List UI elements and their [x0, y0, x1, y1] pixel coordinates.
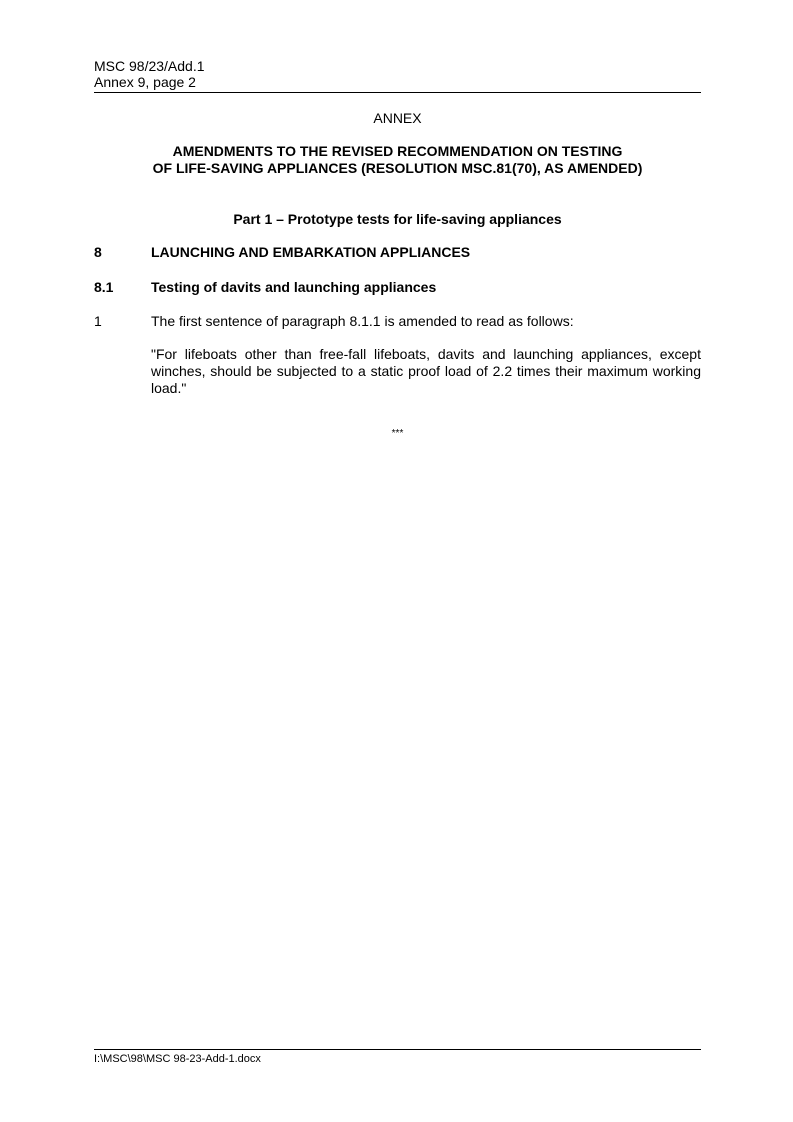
footer-divider	[94, 1049, 701, 1050]
section-title: Testing of davits and launching appliances	[151, 279, 437, 295]
document-title	[94, 143, 701, 177]
header-divider	[94, 92, 701, 93]
document-symbol: MSC 98/23/Add.1	[94, 58, 205, 74]
page-header	[94, 58, 700, 90]
footer-file-path: I:\MSC\98\MSC 98-23-Add-1.docx	[94, 1053, 261, 1065]
part-heading: Part 1 – Prototype tests for life-saving appliances	[233, 211, 562, 227]
title-line-1: AMENDMENTS TO THE REVISED RECOMMENDATION ON TESTING	[172, 143, 623, 159]
amendment-quote: "For lifeboats other than free-fall lifeboats, davits and launching appliances, except winches, should be subjected to a static proof load of 2.2 times their maximum working load."	[151, 346, 701, 396]
paragraph-text: The first sentence of paragraph 8.1.1 is amended to read as follows:	[151, 313, 574, 329]
section-title: LAUNCHING AND EMBARKATION APPLIANCES	[151, 244, 471, 260]
annex-label: ANNEX	[373, 110, 422, 126]
section-number: 8	[94, 244, 102, 260]
paragraph-number: 1	[94, 313, 102, 329]
section-number: 8.1	[94, 279, 114, 295]
title-line-2: OF LIFE-SAVING APPLIANCES (RESOLUTION MSC.81(70), AS AMENDED)	[152, 160, 643, 176]
page-reference: Annex 9, page 2	[94, 74, 196, 90]
end-mark: ***	[391, 428, 404, 439]
